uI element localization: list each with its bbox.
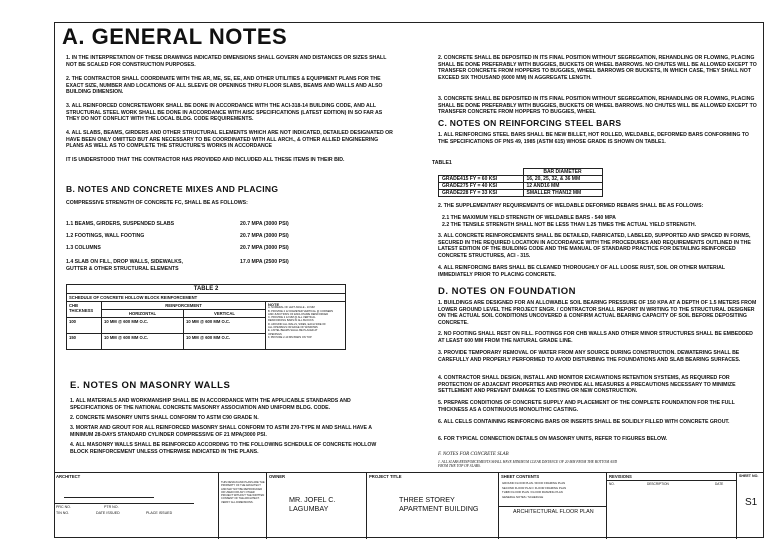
architect-block [54, 473, 194, 539]
table2-cell-thickness: 150 [67, 334, 102, 350]
table1-diameter: SMALLER THAN12 MM [523, 190, 602, 197]
table2-cell-horizontal: 10 MM @ 600 MM O.C. [102, 318, 184, 334]
general-note-5: IT IS UNDERSTOOD THAT THE CONTRACTOR HAS PROVIDED AND INCLUDED ALL THESE ITEMS IN THEIR BID. [66, 157, 345, 163]
disclaimer-text: THIS DESIGN AND PLANS ARE THE PROPERTY OF THE ARCHITECT AND MAY NOT BE REPRODUCED OR USED FOR ANY OTHER PROJECT WITHOUT THE WRITTEN CONSENT OF THE ARCHITECT. VERIFY ALL DIMENSIONS. [221, 481, 265, 504]
project-title: THREE STOREY APARTMENT BUILDING [399, 495, 479, 513]
section-b-heading: B. NOTES AND CONCRETE MIXES AND PLACING [66, 184, 279, 194]
strength-item-label: 1.1 BEAMS, GIRDERS, SUSPENDED SLABS [66, 221, 175, 227]
project-label: PROJECT TITLE [369, 474, 402, 479]
strength-item-value: 17.0 MPA (2500 PSI) [240, 259, 289, 265]
table2-header-reinforcement: REINFORCEMENT [102, 302, 266, 310]
rev-description-label: DESCRIPTION [647, 482, 669, 486]
revisions-header [607, 480, 737, 486]
architect-credentials [54, 503, 194, 515]
table1-grade: GRADE228 FY = 33 KSI [439, 190, 524, 197]
masonry-note-4: 4. ALL MASONRY WALLS SHALL BE REINFORCED ACCORDING TO THE FOLLOWING SCHEDULE OF CONCRETE HOLLOW BLOCK REINFORCEMENT UNLESS OTHERWISE INDICATED IN THE PLANS. [70, 442, 377, 455]
steel-note-4: 4. ALL REINFORCING BARS SHALL BE CLEANED THOROUGHLY OF ALL LOOSE RUST, SOIL OR OTHER MATERIAL IMMEDIATELY PRIOR TO PLACING CONCRETE. [438, 265, 725, 278]
general-note-2: 2. THE CONTRACTOR SHALL COORDINATE WITH THE AR, ME, SE, EE, AND OTHER UTILITIES & EQUIPMENT PLANS FOR THE EXACT SIZE, NUMBER AND LOCATIONS OF ALL SLEEVE OR OPENINGS THRU FLOOR SLABS, BEAMS AND WALLS AND ALSO BUILDING DIMENSION. [66, 76, 383, 96]
concrete-placing-note-3: 3. CONCRETE SHALL BE DEPOSITED IN ITS FINAL POSITION WITHOUT SEGREGATION, REHANDLING OR FLOWING, PLACING SHALL BE DONE PREFERABLY WITH BUGGIES, BUCKETS OR WHEEL BARROWS. NO CHUTES WILL BE ALLOWED EXCEPT TO TRANSFER CONCRETE FROM HOPPERS TO BUGGIES, WHEEL [438, 96, 757, 116]
ptr-label: PTR NO. [104, 505, 119, 509]
revisions-label: REVISIONS [609, 474, 632, 479]
sheet-no-label: SHEET NO. [739, 474, 759, 478]
bar-grade-table [438, 168, 603, 197]
disclaimer-block [218, 473, 266, 539]
foundation-note-1: 1. BUILDINGS ARE DESIGNED FOR AN ALLOWABLE SOIL BEARING PRESSURE OF 150 KPA AT A DEPTH OF 1.5 METERS FROM LOWER GROUND LEVEL THE PROJECT ENGR. / CONTRACTOR SHALL REPORT IN WRITING TO THE STRUCTURAL DESIGNER ON THE ACTUAL SOIL CONDITIONS UNCOVERED & CONFIRM ACTUAL BEARING CAPACITY OF SOIL BEFORE DEPOSITING CONCRETE. [438, 300, 757, 326]
table1-diameter: 16, 20, 25, 32, & 36 MM [523, 176, 602, 183]
table1-label: TABLE1 [432, 160, 452, 166]
strength-item-value: 20.7 MPA (3000 PSI) [240, 233, 289, 239]
revisions-block [606, 473, 736, 539]
sheet-contents-block [498, 473, 606, 539]
table2-subtitle: SCHEDULE OF CONCRETE HOLLOW BLOCK REINFORCEMENT [67, 294, 346, 302]
table2-cell-vertical: 10 MM @ 600 MM O.C. [184, 318, 266, 334]
place-label: PLACE ISSUED [146, 511, 173, 515]
sheet-contents-item: GENERAL NOTES / SCHEDULE [502, 494, 544, 499]
general-note-3: 3. ALL REINFORCED CONCRETEWORK SHALL BE DONE IN ACCORDANCE WITH THE ACI-318-14 BUILDING CODE, AND ALL STRUCTURAL STEEL WORK SHALL BE DONE IN ACCORDANCE WITH AISC SPECIFICATIONS (LATEST EDITION) IN SO FAR AS THEY DO NOT CONFLICT WITH THE LOCAL BLDG. CODE REQUIREMENTS. [66, 103, 383, 123]
table1-header: BAR DIAMETER [523, 169, 602, 176]
steel-note-3: 3. ALL CONCRETE REINFORCEMENTS SHALL BE DETAILED, FABRICATED, LABELED, SUPPORTED AND SPACED IN FORMS, SECURED IN THE REQUIRED LOCATION IN ACCORDANCE WITH THE PROCEDURES AND REQUIREMENTS OUTLINED IN THE LATEST EDITION OF THE BUILDING CODE AND THE MANUAL OF STANDARD PRACTICE FOR DETAILING REINFORCED CONCRETE STRUCTURES, ACI - 315. [438, 233, 751, 259]
table2-header-horizontal: HORIZONTAL [102, 310, 184, 318]
table2-note-header: NOTE [268, 302, 280, 307]
table2-header-vertical: VERTICAL [184, 310, 266, 318]
strength-item-value: 20.7 MPA (3000 PSI) [240, 245, 289, 251]
general-note-1: 1. IN THE INTERPRETATION OF THESE DRAWINGS INDICATED DIMENSIONS SHALL GOVERN AND DISTANCES OR SIZES SHALL NOT BE SCALED FOR CONSTRUCTION PURPOSES. [66, 55, 387, 68]
drawing-label-divider [499, 506, 607, 507]
title-block [54, 472, 764, 539]
foundation-note-4: 4. CONTRACTOR SHALL DESIGN, INSTALL AND MONITOR EXCAVATIONS RETENTION SYSTEMS, AS REQUIRED FOR PROTECTION OF ADJACENT PROPERTIES AND PROVIDE ALL MEASURES & PRECAUTIONS NECESSARY TO MINIMIZE SETTLEMENT AND PREVENT DAMAGE TO EXISTING OR NEW CONSTRUCTION. [438, 375, 736, 395]
section-d-heading: D. NOTES ON FOUNDATION [438, 286, 577, 297]
table2-title: TABLE 2 [67, 285, 346, 294]
concrete-placing-note-2: 2. CONCRETE SHALL BE DEPOSITED IN ITS FINAL POSITION WITHOUT SEGREGATION, REHANDLING OR FLOWING, PLACING SHALL BE DONE PREFERABLY WITH BUGGIES, BUCKETS OR WHEEL BARROWS. NO CHUTES WILL BE ALLOWED EXCEPT TO TRANSFER CONCRETE FROM HOPPERS TO BUGGIES, WHEEL BARROWS OR BUCKETS, IN WHICH CASE, THEY SHALL NOT EXCEED SIX THOUSAND (6000 MM) IN AGGREGATE LENGTH. [438, 55, 757, 81]
table2-cell-thickness: 100 [67, 318, 102, 334]
table1-diameter: 12 AND16 MM [523, 183, 602, 190]
rev-no-label: NO. [609, 482, 615, 486]
prc-label: PRC NO. [56, 505, 71, 509]
foundation-note-5: 5. PREPARE CONDITIONS OF CONCRETE SUPPLY AND PLACEMENT OF THE COMPLETE FOUNDATION FOR THE FULL THICKNESS AS A CONTINUOUS MONOLITHIC CASTING. [438, 400, 735, 413]
table2-cell-vertical: 10 MM @ 600 MM O.C. [184, 334, 266, 350]
masonry-note-2: 2. CONCRETE MASONRY UNITS SHALL CONFORM TO ASTM C90 GRADE N. [70, 415, 259, 421]
table1-grade: GRADE415 FY = 60 KSI [439, 176, 524, 183]
strength-item-label: 1.3 COLUMNS [66, 245, 101, 251]
chb-reinforcement-table [66, 284, 346, 350]
foundation-note-7: 6. FOR TYPICAL CONNECTION DETAILS ON MASONRY UNITS, REFER TO FIGURES BELOW. [438, 436, 668, 442]
strength-item-label: 1.4 SLAB ON FILL, DROP WALLS, SIDEWALKS, GUTTER & OTHER STRUCTURAL ELEMENTS [66, 259, 183, 272]
masonry-note-1: 1. ALL MATERIALS AND WORKMANSHIP SHALL BE IN ACCORDANCE WITH THE APPLICABLE STANDARDS AND SPECIFICATIONS OF THE NATIONAL CONCRETE MASONRY ASSOCIATION AND UNIFORM BLDG. CODE. [70, 398, 351, 411]
sheet-contents-label: SHEET CONTENTS [501, 474, 540, 479]
tin-label: TIN NO. [56, 511, 70, 515]
foundation-note-6: 6. ALL CELLS CONTAINING REINFORCING BARS OR INSERTS SHALL BE SOLIDLY FILLED WITH CONCRETE GROUT. [438, 419, 730, 425]
drawing-label: ARCHITECTURAL FLOOR PLAN [513, 509, 594, 515]
foundation-note-3: 3. PROVIDE TEMPORARY REMOVAL OF WATER FROM ANY SOURCE DURING CONSTRUCTION. DEWATERING SHALL BE CAREFULLY AND PROPERLY PERFORMED TO AVOID DISTURBING THE FOUNDATIONS AND SLAB BEARING SURFACES. [438, 350, 741, 363]
sheet-contents-item: THIRD FLOOR PLAN / FLOOR FRAMING PLAN [502, 490, 563, 495]
table1-grade: GRADE275 FY = 40 KSI [439, 183, 524, 190]
table2-notes [266, 302, 346, 350]
table2-note-text: A. NUMERAL OF LEFT ANGLE - 10 MM B. PROVIDE 2 12 DIAMETER VERTICAL @ CORNERS AND JUNCTIONS OF ENCLOSURE REINFORCED C. PROVIDE 2 12 MM @ ALL VERTICAL REINFORCING BARS IN ALL BLOCKS D. AROUND ALL WALLS, SIDES, EACH SIDE OF ALL OPENINGS OR EDGE OF WINDOWS E. LINTEL BEAMS SHALL BE PLACED AT OPENINGS F. PROVIDE 2-10 MM BARS ON TOP [268, 306, 334, 339]
table2-cell-horizontal: 10 MM @ 600 MM O.C. [102, 334, 184, 350]
steel-note-2-sub: 2.1 THE MAXIMUM YIELD STRENGTH OF WELDABLE BARS - 540 MPA 2.2 THE TENSILE STRENGTH SHALL NOT BE LESS THAN 1.25 TIMES THE ACTUAL YIELD STRENGTH. [442, 215, 697, 228]
owner-block [266, 473, 366, 539]
date-label: DATE ISSUED [96, 511, 120, 515]
sheet-number: S1 [745, 497, 758, 508]
owner-name: MR. JOFEL C. LAGUMBAY [289, 495, 336, 513]
steel-note-1: 1. ALL REINFORCING STEEL BARS SHALL BE NEW BILLET, HOT ROLLED, WELDABLE, DEFORMED BARS CONFORMING TO THE SPECIFICATIONS OF PNS 49, 1985 (ASTM 615) WHOSE GRADE IS SHOWN ON TABLE1. [438, 132, 749, 145]
section-e-heading: E. NOTES ON MASONRY WALLS [70, 380, 231, 391]
section-c-heading: C. NOTES ON REINFORCING STEEL BARS [438, 118, 622, 128]
architect-label: ARCHITECT [56, 474, 81, 479]
rev-date-label: DATE [715, 482, 724, 486]
foundation-note-2: 2. NO FOOTING SHALL REST ON FILL. FOOTINGS FOR CHB WALLS AND OTHER MINOR STRUCTURES SHALL BE EMBEDDED AT LEAST 600 MM FROM THE NATURAL GRADE LINE. [438, 331, 753, 344]
signature-line [64, 497, 154, 498]
sheet-contents-item: SECOND FLOOR PLAN / FLOOR FRAMING PLAN [502, 485, 567, 490]
strength-item-label: 1.2 FOOTINGS, WALL FOOTING [66, 233, 145, 239]
slab-note-1: 1. ALL SLABS REINFORCEMENTS SHALL HAVE MINIMUM CLEAR DISTANCE OF 20 MM FROM THE BOTTOM AND FROM THE TOP OF SLABS. [438, 460, 618, 469]
sheet-number-block [736, 473, 764, 539]
masonry-note-3: 3. MORTAR AND GROUT FOR ALL REINFORCED MASONRY SHALL CONFORM TO ASTM 270-TYPE M AND SHALL HAVE A MINIMUM 28-DAYS STANDARD CYLINDER COMPRESSIVE OF 21 MPA(3000 PSI. [70, 425, 372, 438]
sheet-contents-list [502, 481, 566, 499]
section-b-intro: COMPRESSIVE STRENGTH OF CONCRETE FC, SHALL BE AS FOLLOWS: [66, 200, 248, 206]
owner-label: OWNER [269, 474, 286, 479]
sheet-contents-item: GROUND FLOOR PLAN / ROOF FRAMING PLAN [502, 481, 566, 485]
project-block [366, 473, 498, 539]
general-note-4: 4. ALL SLABS, BEAMS, GIRDERS AND OTHER STRUCTURAL ELEMENTS WHICH ARE NOT INDICATED, DETAILED DESIGNATED OR HAVE BEEN ONLY OMITTED BUT ARE NECESSARY TO BE COORDINATED WITH ALL ARCH., & OTHER ALLIED ENGINEERING PLANS AS WELL AS TO COMPLETE THE STRUCTURE'S WORKS IN ACCORDANCE [66, 130, 393, 150]
page-title: A. GENERAL NOTES [62, 24, 288, 49]
steel-note-2: 2. THE SUPPLEMENTARY REQUIREMENTS OF WELDABLE DEFORMED REBARS SHALL BE AS FOLLOWS: [438, 203, 704, 209]
strength-item-value: 20.7 MPA (3000 PSI) [240, 221, 289, 227]
section-f-heading: F. NOTES FOR CONCRETE SLAB [438, 452, 509, 457]
table2-header-chb: CHB THICKNESS [67, 302, 102, 318]
